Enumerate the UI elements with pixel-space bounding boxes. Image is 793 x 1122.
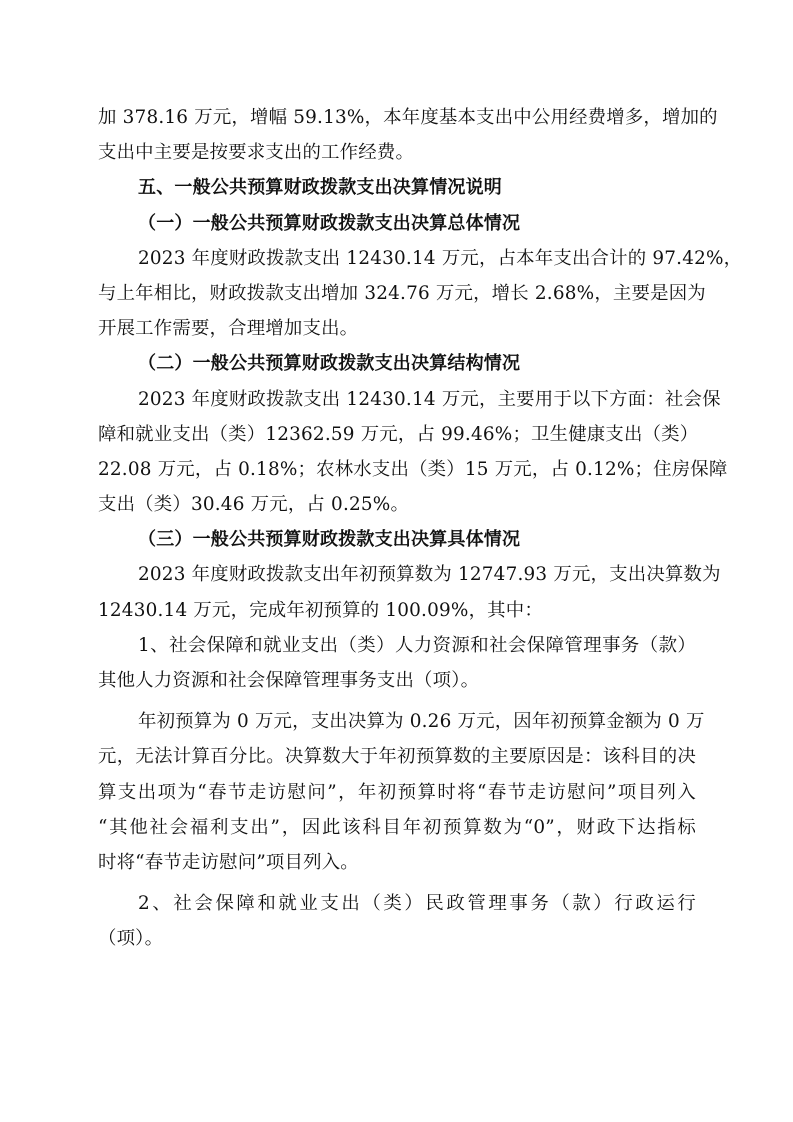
paragraph-line: 障和就业支出（类）12362.59 万元，占 99.46%；卫生健康支出（类） bbox=[98, 423, 699, 445]
paragraph-line: 1、社会保障和就业支出（类）人力资源和社会保障管理事务（款） bbox=[138, 634, 696, 656]
subsection-heading: （一）一般公共预算财政拨款支出决算总体情况 bbox=[138, 212, 521, 234]
subsection-heading: （二）一般公共预算财政拨款支出决算结构情况 bbox=[138, 353, 521, 375]
paragraph-line: 其他人力资源和社会保障管理事务支出（项）。 bbox=[98, 670, 480, 691]
paragraph-line: “其他社会福利支出”，因此该科目年初预算数为“0”，财政下达指标 bbox=[98, 816, 696, 838]
paragraph-line: 2、社会保障和就业支出（类）民政管理事务（款）行政运行 bbox=[138, 893, 696, 915]
paragraph-line: 支出中主要是按要求支出的工作经费。 bbox=[98, 142, 415, 164]
paragraph-line: 元，无法计算百分比。决算数大于年初预算数的主要原因是：该科目的决 bbox=[98, 746, 696, 768]
paragraph-line: 2023 年度财政拨款支出 12430.14 万元，占本年支出合计的 97.42%， bbox=[138, 247, 743, 269]
paragraph-line: 加 378.16 万元，增幅 59.13%，本年度基本支出中公用经费增多，增加的 bbox=[98, 107, 718, 128]
paragraph-line: 支出（类）30.46 万元，占 0.25%。 bbox=[98, 494, 410, 516]
document-body bbox=[98, 100, 743, 957]
paragraph-line: 2023 年度财政拨款支出年初预算数为 12747.93 万元，支出决算数为 bbox=[138, 564, 721, 586]
paragraph-line: 年初预算为 0 万元，支出决算为 0.26 万元，因年初预算金额为 0 万 bbox=[138, 711, 705, 733]
paragraph-line: 2023 年度财政拨款支出 12430.14 万元，主要用于以下方面：社会保 bbox=[138, 388, 721, 410]
paragraph-line: 22.08 万元，占 0.18%；农林水支出（类）15 万元，占 0.12%；住房保障 bbox=[98, 458, 728, 480]
paragraph-line: 与上年相比，财政拨款支出增加 324.76 万元，增长 2.68%，主要是因为 bbox=[98, 282, 706, 304]
paragraph-line: （项）。 bbox=[98, 928, 164, 950]
paragraph-line: 开展工作需要，合理增加支出。 bbox=[98, 318, 359, 340]
paragraph-line: 时将“春节走访慰问”项目列入。 bbox=[98, 851, 359, 873]
paragraph-line: 算支出项为“春节走访慰问”，年初预算时将“春节走访慰问”项目列入 bbox=[98, 781, 696, 803]
section-heading: 五、一般公共预算财政拨款支出决算情况说明 bbox=[138, 177, 502, 199]
paragraph-line: 12430.14 万元，完成年初预算的 100.09%，其中： bbox=[98, 599, 543, 621]
subsection-heading: （三）一般公共预算财政拨款支出决算具体情况 bbox=[138, 529, 521, 551]
